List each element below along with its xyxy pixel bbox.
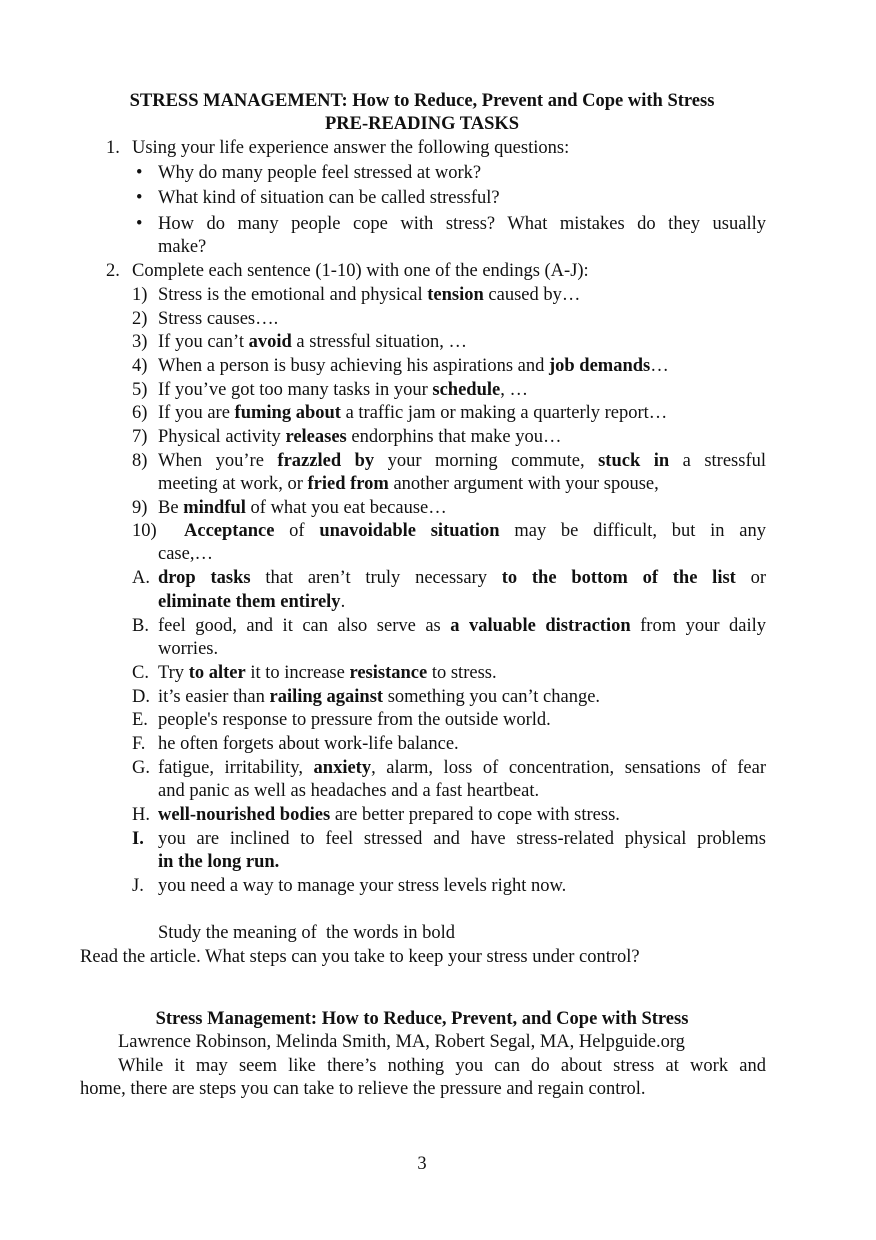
sentence-number: 9) (132, 498, 148, 518)
document-title: STRESS MANAGEMENT: How to Reduce, Prevent and Cope with Stress (129, 91, 715, 111)
section-heading: PRE-READING TASKS (324, 114, 520, 134)
ending-item: feel good, and it can also serve as a valuable distraction from your daily (158, 616, 766, 636)
bullet-icon: • (136, 163, 143, 183)
sentence-item: Stress causes…. (158, 309, 279, 329)
ending-item-continued: in the long run. (158, 852, 280, 872)
bullet-icon: • (136, 214, 143, 234)
sentence-item: When you’re frazzled by your morning commute, stuck in a stressful (158, 451, 766, 471)
sentence-item-continued: case,… (158, 544, 213, 564)
reading-instruction: Read the article. What steps can you take to keep your stress under control? (80, 947, 640, 967)
ending-item: Try to alter it to increase resistance to stress. (158, 663, 497, 683)
sentence-item-continued: meeting at work, or fried from another argument with your spouse, (158, 474, 659, 494)
question-item: How do many people cope with stress? What mistakes do they usually (158, 214, 766, 234)
article-intro-line: While it may seem like there’s nothing you can do about stress at work and (118, 1056, 766, 1076)
ending-letter: G. (132, 758, 150, 778)
ending-item: drop tasks that aren’t truly necessary to the bottom of the list or (158, 568, 766, 588)
ending-letter: J. (132, 876, 144, 896)
ending-item: he often forgets about work-life balance. (158, 734, 459, 754)
article-intro-line: home, there are steps you can take to relieve the pressure and regain control. (80, 1079, 646, 1099)
ending-item-continued: and panic as well as headaches and a fast heartbeat. (158, 781, 540, 801)
ending-letter: F. (132, 734, 146, 754)
sentence-number: 2) (132, 309, 148, 329)
ending-item: fatigue, irritability, anxiety, alarm, loss of concentration, sensations of fear (158, 758, 766, 778)
bullet-icon: • (136, 188, 143, 208)
ending-item-continued: eliminate them entirely. (158, 592, 346, 612)
sentence-number: 7) (132, 427, 148, 447)
sentence-number: 8) (132, 451, 148, 471)
ending-item: you are inclined to feel stressed and have stress-related physical problems (158, 829, 766, 849)
sentence-number: 1) (132, 285, 148, 305)
article-authors: Lawrence Robinson, Melinda Smith, MA, Robert Segal, MA, Helpguide.org (118, 1032, 685, 1052)
question-item-continued: make? (158, 237, 207, 257)
sentence-number: 5) (132, 380, 148, 400)
sentence-number: 4) (132, 356, 148, 376)
page-number: 3 (417, 1154, 427, 1174)
ending-letter: H. (132, 805, 150, 825)
ending-letter: B. (132, 616, 149, 636)
ending-item-continued: worries. (158, 639, 219, 659)
sentence-number: 10) (132, 521, 157, 541)
sentence-number: 6) (132, 403, 148, 423)
sentence-item: Be mindful of what you eat because… (158, 498, 447, 518)
ending-letter: C. (132, 663, 149, 683)
sentence-number: 3) (132, 332, 148, 352)
ending-item: it’s easier than railing against something you can’t change. (158, 687, 601, 707)
question-item: What kind of situation can be called stressful? (158, 188, 500, 208)
study-note: Study the meaning of the words in bold (158, 923, 455, 943)
sentence-item: Acceptance of unavoidable situation may be difficult, but in any (184, 521, 766, 541)
task-2-marker: 2. (106, 261, 120, 281)
sentence-item: If you’ve got too many tasks in your schedule, … (158, 380, 528, 400)
ending-letter: I. (132, 829, 144, 849)
ending-letter: E. (132, 710, 148, 730)
sentence-item: When a person is busy achieving his aspirations and job demands… (158, 356, 669, 376)
ending-letter: D. (132, 687, 150, 707)
task-1-marker: 1. (106, 138, 120, 158)
sentence-item: If you can’t avoid a stressful situation, … (158, 332, 467, 352)
task-1-instruction: Using your life experience answer the following questions: (132, 138, 570, 158)
ending-item: people's response to pressure from the outside world. (158, 710, 551, 730)
task-2-instruction: Complete each sentence (1-10) with one of the endings (A-J): (132, 261, 589, 281)
ending-letter: A. (132, 568, 150, 588)
ending-item: you need a way to manage your stress levels right now. (158, 876, 567, 896)
sentence-item: If you are fuming about a traffic jam or making a quarterly report… (158, 403, 668, 423)
article-title: Stress Management: How to Reduce, Prevent, and Cope with Stress (155, 1009, 689, 1029)
sentence-item: Stress is the emotional and physical tension caused by… (158, 285, 581, 305)
question-item: Why do many people feel stressed at work? (158, 163, 482, 183)
sentence-item: Physical activity releases endorphins that make you… (158, 427, 562, 447)
ending-item: well-nourished bodies are better prepared to cope with stress. (158, 805, 620, 825)
